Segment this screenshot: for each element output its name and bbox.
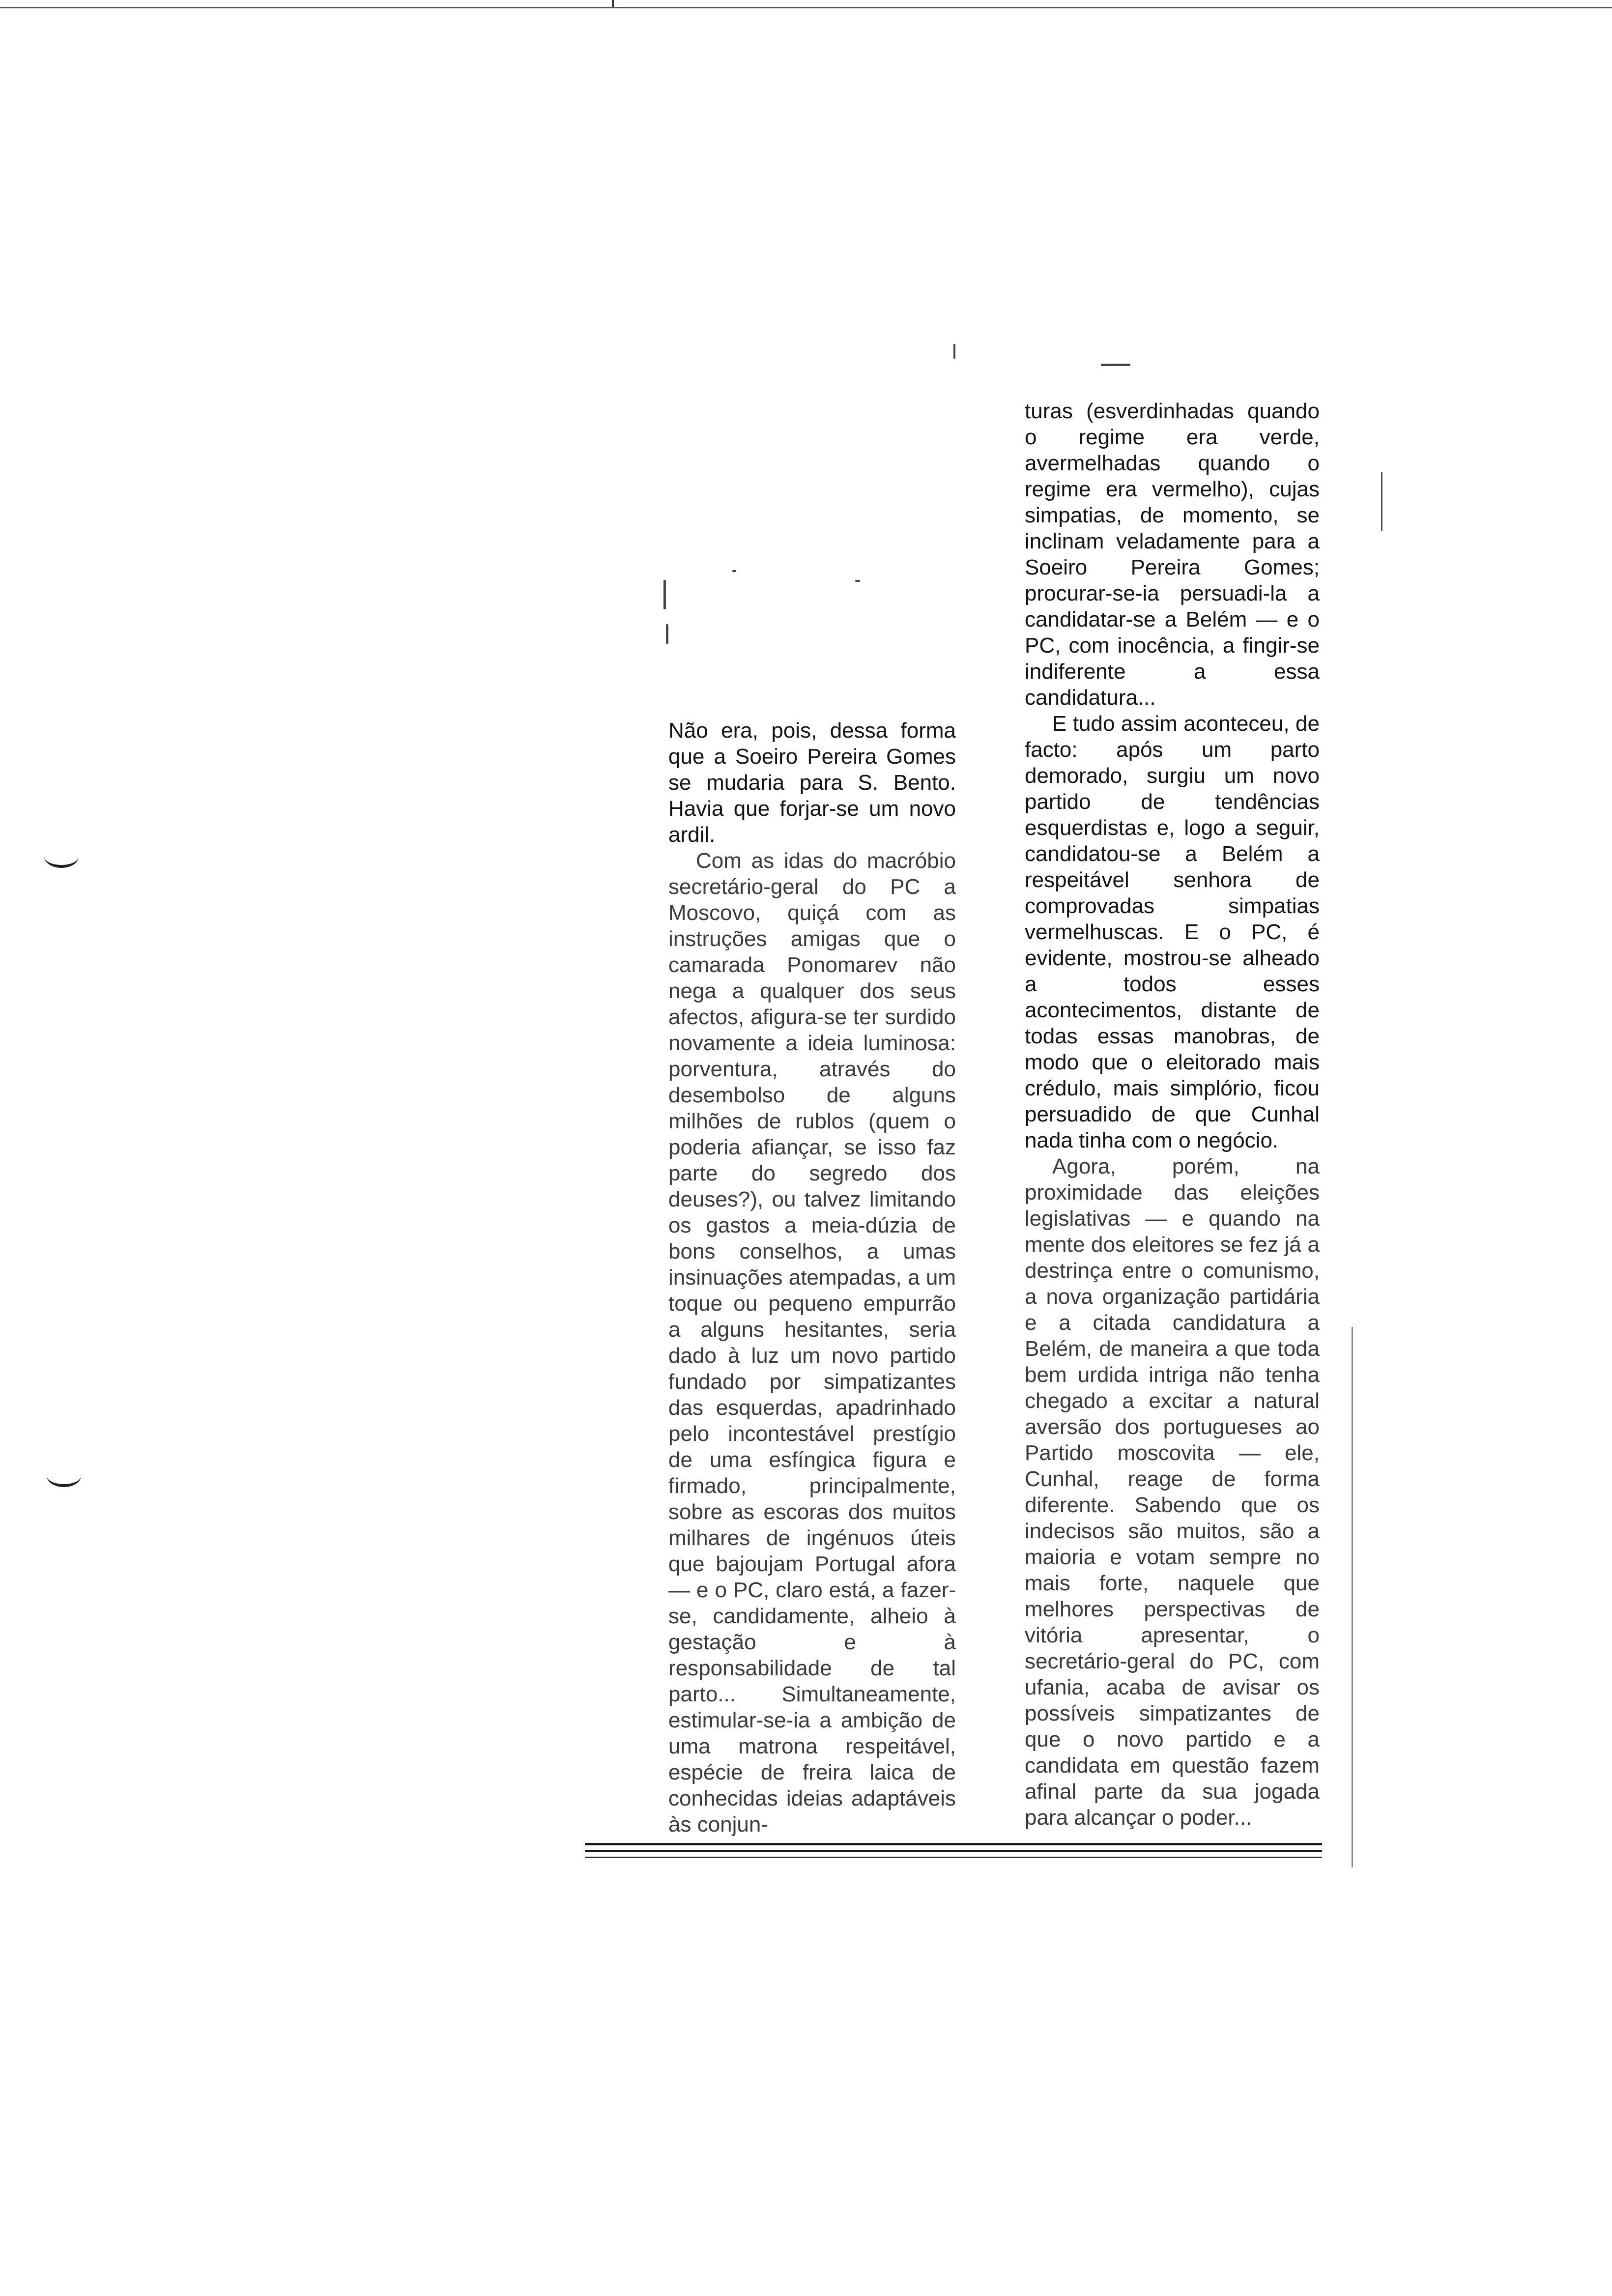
paragraph: E tudo assim aconteceu, de facto: após um parto demorado, surgiu um novo partido de tendências esquerdistas e, logo a seguir, candidatou-se a Belém a respeitável senhora de comprovadas simpatias vermelhuscas. E o PC, é evidente, mostrou-se alheado a todos esses acontecimentos, distante de todas essas manobras, de modo que o eleitorado mais crédulo, mais simplório, ficou persuadido de que Cunhal nada tinha com o negócio. [1025,712,1320,1152]
article-column-left [668,718,956,1837]
top-scan-edge [0,0,1612,8]
rule-line [585,1843,1322,1845]
scan-speck [1101,364,1130,366]
scan-speck [732,570,736,572]
paragraph: Não era, pois, dessa forma que a Soeiro Pereira Gomes se mudaria para S. Bento. Havia que forjar-se um novo ardil. [668,718,956,847]
punch-hole-mark-lower [47,1464,81,1487]
rule-line [585,1850,1322,1852]
punch-hole-mark-upper [44,845,79,868]
scan-speck [953,344,955,359]
paragraph: Com as idas do macróbio secretário-geral do PC a Moscovo, quiçá com as instruções amigas que o camarada Ponomarev não nega a qualquer dos seus afectos, afigura-se ter surdido novamente a ideia luminosa: porventura, através do desembolso de alguns milhões de rublos (quem o poderia afiançar, se isso faz parte do segredo dos deuses?), ou talvez limitando os gastos a meia-dúzia de bons conselhos, a umas insinuações atempadas, a um toque ou pequeno empurrão a alguns hesitantes, seria dado à luz um novo partido fundado por simpatizantes das esquerdas, apadrinhado pelo incontestável prestígio de uma esfíngica figura e firmado, principalmente, sobre as escoras dos muitos milhares de ingénuos úteis que bajoujam Portugal afora — e o PC, claro está, a fazer-se, candidamente, alheio à gestação e à responsabilidade de tal parto... Simultaneamente, estimular-se-ia a ambição de uma matrona respeitável, espécie de freira laica de conhecidas ideias adaptáveis às conjun- [668,849,956,1837]
paragraph: turas (esverdinhadas quando o regime era verde, avermelhadas quando o regime era vermelho), cujas simpatias, de momento, se inclinam veladamente para a Soeiro Pereira Gomes; procurar-se-ia persuadi-la a candidatar-se a Belém — e o PC, com inocência, a fingir-se indiferente a essa candidatura... [1025,399,1320,710]
scan-edge-line [1352,1327,1353,1867]
scan-speck [855,580,860,582]
scan-speck [666,624,668,644]
paragraph: Agora, porém, na proximidade das eleições legislativas — e quando na mente dos eleitores se fez já a destrinça entre o comunismo, a nova organização partidária e a citada candidatura a Belém, de maneira a que toda bem urdida intriga não tenha chegado a excitar a natural aversão dos portugueses ao Partido moscovita — ele, Cunhal, reage de forma diferente. Sabendo que os indecisos são muitos, são a maioria e votam sempre no mais forte, naquele que melhores perspectivas de vitória apresentar, o secretário-geral do PC, com ufania, acaba de avisar os possíveis simpatizantes de que o novo partido e a candidata em questão fazem afinal parte da sua jogada para alcançar o poder... [1025,1154,1320,1830]
closing-rule [585,1843,1322,1863]
rule-line [585,1857,1322,1858]
article-column-right [1025,398,1320,1831]
newspaper-clipping [585,344,1327,1867]
scan-speck [663,580,666,609]
top-edge-tick [612,0,614,7]
scan-edge-line [1381,472,1382,531]
